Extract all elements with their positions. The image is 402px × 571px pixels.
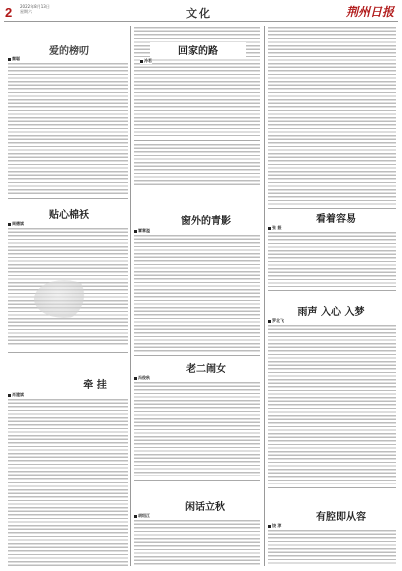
section-title: 文化 (186, 7, 212, 20)
article-byline: 饶 淳 (268, 523, 281, 529)
article-title: 有腔即从容 (316, 512, 366, 523)
article-divider (134, 355, 260, 356)
article-title: 闲话立秋 (185, 502, 225, 513)
article-byline: 周德斌 (8, 221, 24, 227)
article-body (134, 234, 260, 352)
article-body (268, 529, 396, 566)
article-title: 看着容易 (316, 214, 356, 225)
article-byline: 肖建斌 (8, 392, 24, 398)
article-body (8, 398, 128, 566)
article-divider (268, 487, 396, 488)
article-divider (8, 352, 128, 353)
article-divider (268, 290, 396, 291)
article-body (268, 26, 396, 206)
article-title: 老二闹女 (186, 364, 226, 375)
article-divider (268, 208, 396, 209)
article-body (134, 381, 260, 476)
article-title: 牵 挂 (83, 380, 107, 391)
article-body (268, 231, 396, 287)
illustration (34, 280, 94, 318)
page-header (0, 0, 402, 24)
article-byline: 罗北飞 (268, 318, 284, 324)
article-title: 回家的路 (150, 42, 246, 57)
article-byline: 秦聪 (8, 56, 20, 62)
issue-date (20, 4, 50, 14)
article-title: 雨声 入心 入梦 (297, 307, 365, 318)
newspaper-logo: 荆州日报 (346, 5, 395, 19)
article-byline: 覃章溢 (134, 228, 150, 234)
article-byline: 冷若 (140, 58, 152, 64)
column-divider (264, 26, 265, 566)
article-divider (8, 198, 128, 199)
weekday-text: 星期六 (20, 9, 32, 14)
article-title: 爱的榜叨 (49, 46, 89, 57)
article-body (268, 324, 396, 484)
article-byline: 冯俊秋 (134, 375, 150, 381)
article-body (134, 143, 260, 185)
article-title: 贴心棉袄 (49, 210, 89, 221)
page-number: 2 (5, 5, 13, 20)
header-rule (4, 21, 398, 22)
article-divider (134, 140, 260, 141)
article-body (8, 62, 128, 194)
article-byline: 张 振 (268, 225, 281, 231)
column-divider (130, 26, 131, 566)
article-divider (134, 480, 260, 481)
date-text: 2022年8月13日 (20, 4, 50, 9)
article-byline: 胡绍江 (134, 513, 150, 519)
article-title: 窗外的青影 (181, 216, 231, 227)
article-body (134, 519, 260, 566)
